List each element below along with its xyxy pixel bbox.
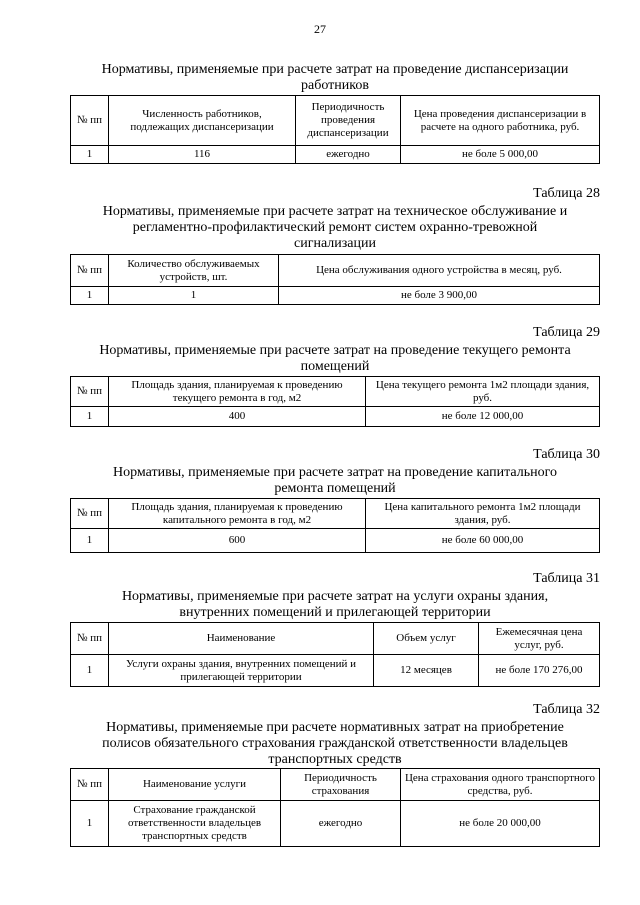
t32-header-price: Цена страхования одного транспортного средства, руб. [401,769,600,801]
t30-caption: Таблица 30 [533,447,600,462]
t31-cell-price: не боле 170 276,00 [479,655,600,687]
table-32 [70,768,600,847]
section-t27 [70,62,600,94]
t27-cell-count: 116 [109,146,296,164]
t30-header-num: № пп [71,499,109,529]
section-t29 [70,343,600,375]
t29-header-num: № пп [71,377,109,407]
t28-title-line2: регламентно-профилактический ремонт систем охранно-тревожной [132,220,538,235]
t28-title-line1: Нормативы, применяемые при расчете затрат на техническое обслуживание и [102,204,568,219]
t28-cell-count: 1 [109,287,279,305]
t29-title-line1: Нормативы, применяемые при расчете затрат на проведение текущего ремонта [99,343,571,358]
t31-header-volume: Объем услуг [374,623,479,655]
t29-header-price: Цена текущего ремонта 1м2 площади здания, руб. [366,377,600,407]
section-t31 [70,589,600,621]
table-29 [70,376,600,427]
t28-header-count: Количество обслуживаемых устройств, шт. [109,255,279,287]
section-t30 [70,465,600,497]
t28-cell-num: 1 [71,287,109,305]
t29-caption: Таблица 29 [533,325,600,340]
t32-header-num: № пп [71,769,109,801]
t27-header-num: № пп [71,96,109,146]
t32-title-line3: транспортных средств [268,752,402,767]
t28-caption: Таблица 28 [533,186,600,201]
t32-cell-price: не боле 20 000,00 [401,801,600,847]
table-28 [70,254,600,305]
t32-header-period: Периодичность страхования [281,769,401,801]
t31-header-name: Наименование [109,623,374,655]
t30-header-area: Площадь здания, планируемая к проведению капитального ремонта в год, м2 [109,499,366,529]
t27-header-period: Периодичность проведения диспансеризации [296,96,401,146]
t30-cell-area: 600 [109,529,366,553]
section-t32 [70,720,600,768]
t32-cell-num: 1 [71,801,109,847]
t27-cell-num: 1 [71,146,109,164]
t29-title-line2: помещений [300,359,370,374]
t32-cell-period: ежегодно [281,801,401,847]
t32-header-name: Наименование услуги [109,769,281,801]
t29-header-area: Площадь здания, планируемая к проведению текущего ремонта в год, м2 [109,377,366,407]
t27-title-line2: работников [301,78,369,93]
t32-caption: Таблица 32 [533,702,600,717]
t30-title-line2: ремонта помещений [274,481,396,496]
table-30 [70,498,600,553]
t32-title-line2: полисов обязательного страхования гражданской ответственности владельцев [102,736,568,751]
t27-cell-period: ежегодно [296,146,401,164]
t28-header-num: № пп [71,255,109,287]
t31-header-price: Ежемесячная цена услуг, руб. [479,623,600,655]
t31-header-num: № пп [71,623,109,655]
t30-cell-price: не боле 60 000,00 [366,529,600,553]
t30-header-price: Цена капитального ремонта 1м2 площади здания, руб. [366,499,600,529]
t27-title-line1: Нормативы, применяемые при расчете затрат на проведение диспансеризации [101,62,569,77]
t31-cell-num: 1 [71,655,109,687]
t31-title-line1: Нормативы, применяемые при расчете затрат на услуги охраны здания, [121,589,549,604]
t31-cell-volume: 12 месяцев [374,655,479,687]
t27-header-count: Численность работников, подлежащих диспансеризации [109,96,296,146]
t31-caption: Таблица 31 [533,571,600,586]
t29-cell-num: 1 [71,407,109,427]
t32-title-line1: Нормативы, применяемые при расчете нормативных затрат на приобретение [106,720,564,735]
section-t28 [70,204,600,252]
t32-cell-name: Страхование гражданской ответственности владельцев транспортных средств [109,801,281,847]
t27-cell-price: не боле 5 000,00 [401,146,600,164]
t29-cell-area: 400 [109,407,366,427]
table-31 [70,622,600,687]
t30-cell-num: 1 [71,529,109,553]
table-27 [70,95,600,164]
t31-cell-name: Услуги охраны здания, внутренних помещений и прилегающей территории [109,655,374,687]
page-number: 27 [314,22,326,36]
t28-title-line3: сигнализации [294,236,376,251]
t27-header-price: Цена проведения диспансеризации в расчете на одного работника, руб. [401,96,600,146]
t31-title-line2: внутренних помещений и прилегающей территории [179,605,491,620]
t28-cell-price: не боле 3 900,00 [279,287,600,305]
t28-header-price: Цена обслуживания одного устройства в месяц, руб. [279,255,600,287]
t30-title-line1: Нормативы, применяемые при расчете затрат на проведение капитального [113,465,557,480]
t29-cell-price: не боле 12 000,00 [366,407,600,427]
